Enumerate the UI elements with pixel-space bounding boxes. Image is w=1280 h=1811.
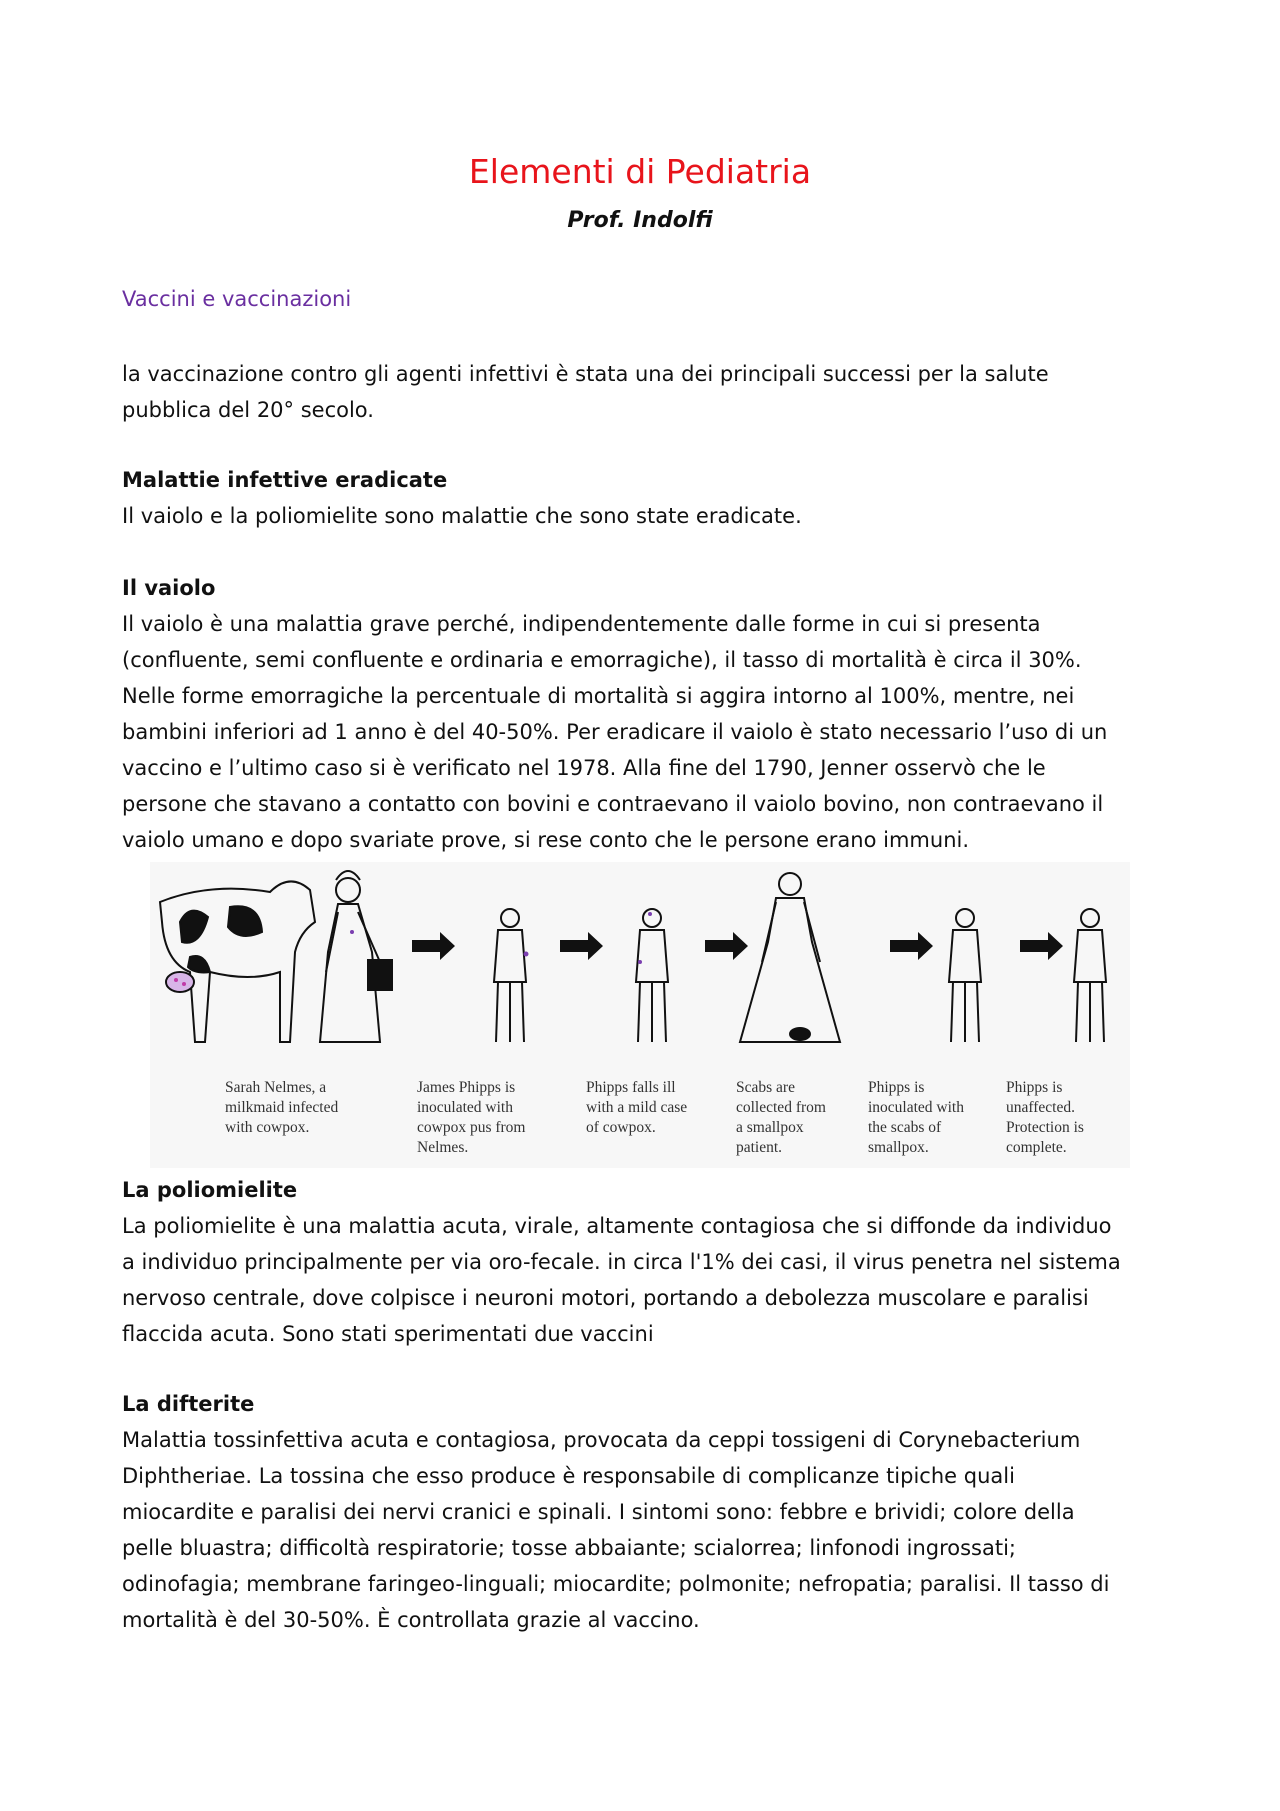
diphtheria-line: odinofagia; membrane faringeo-linguali; miocardite; polmonite; nefropatia; paralisi. Il tasso di: [122, 1572, 1110, 1596]
diphtheria-line: Diphtheriae. La tossina che esso produce è responsabile di complicanze tipiche quali: [122, 1464, 1015, 1488]
intro-line: la vaccinazione contro gli agenti infettivi è stata una dei principali successi per la salute: [122, 362, 1049, 386]
smallpox-line: vaccino e l’ultimo caso si è verificato nel 1978. Alla fine del 1790, Jenner osservò che le: [122, 756, 1046, 780]
boy-figure-2: [636, 909, 668, 1042]
arrow-icons: [412, 932, 1063, 960]
smallpox-line: (confluente, semi confluente e ordinaria e emorragiche), il tasso di mortalità è circa il 30%.: [122, 648, 1082, 672]
smallpox-line: Il vaiolo è una malattia grave perché, indipendentemente dalle forme in cui si presenta: [122, 612, 1041, 636]
smallpox-line: persone che stavano a contatto con bovini e contraevano il vaiolo bovino, non contraevano il: [122, 792, 1104, 816]
polio-heading: La poliomielite: [122, 1178, 298, 1202]
polio-line: flaccida acuta. Sono stati sperimentati due vaccini: [122, 1322, 654, 1346]
polio-line: a individuo principalmente per via oro-fecale. in circa l'1% dei casi, il virus penetra nel sistema: [122, 1250, 1121, 1274]
milkmaid-drawing: [320, 871, 392, 1042]
section-label: Vaccini e vaccinazioni: [122, 287, 352, 311]
diphtheria-paragraph: [122, 1422, 1172, 1638]
diphtheria-heading: La difterite: [122, 1392, 255, 1416]
smallpox-paragraph: [122, 606, 1172, 858]
caption-1: Sarah Nelmes, a milkmaid infected with cowpox.: [225, 1079, 339, 1136]
boy-figure-4: [1074, 909, 1106, 1042]
jenner-vaccination-figure: [150, 862, 1130, 1168]
diphtheria-line: miocardite e paralisi dei nervi cranici e spinali. I sintomi sono: febbre e brividi; colore della: [122, 1500, 1075, 1524]
smallpox-line: Nelle forme emorragiche la percentuale di mortalità si aggira intorno al 100%, mentre, nei: [122, 684, 1075, 708]
caption-4: Scabs are collected from a smallpox patient.: [736, 1079, 826, 1156]
boy-figure-3: [949, 909, 981, 1042]
eradicated-line: Il vaiolo e la poliomielite sono malattie che sono state eradicate.: [122, 504, 802, 528]
caption-5: Phipps is inoculated with the scabs of smallpox.: [868, 1079, 964, 1156]
eradicated-paragraph: [122, 498, 1172, 534]
patient-figure: [740, 873, 840, 1042]
polio-paragraph: [122, 1208, 1172, 1352]
document-author: Prof. Indolfi: [567, 208, 713, 233]
diphtheria-line: mortalità è del 30-50%. È controllata grazie al vaccino.: [122, 1608, 700, 1632]
smallpox-line: bambini inferiori ad 1 anno è del 40-50%. Per eradicare il vaiolo è stato necessario l’uso di un: [122, 720, 1108, 744]
caption-6: Phipps is unaffected. Protection is complete.: [1006, 1079, 1084, 1156]
caption-2: James Phipps is inoculated with cowpox pus from Nelmes.: [417, 1079, 526, 1156]
intro-line: pubblica del 20° secolo.: [122, 398, 374, 422]
smallpox-heading: Il vaiolo: [122, 576, 216, 600]
diphtheria-line: Malattia tossinfettiva acuta e contagiosa, provocata da ceppi tossigeni di Corynebacterium: [122, 1428, 1081, 1452]
cow-drawing: [160, 881, 315, 1042]
intro-paragraph: [122, 356, 1172, 428]
polio-line: nervoso centrale, dove colpisce i neuroni motori, portando a debolezza muscolare e paralisi: [122, 1286, 1089, 1310]
caption-3: Phipps falls ill with a mild case of cowpox.: [586, 1079, 688, 1136]
smallpox-line: vaiolo umano e dopo svariate prove, si rese conto che le persone erano immuni.: [122, 828, 970, 852]
polio-line: La poliomielite è una malattia acuta, virale, altamente contagiosa che si diffonde da individuo: [122, 1214, 1112, 1238]
diphtheria-line: pelle bluastra; difficoltà respiratorie; tosse abbaiante; scialorrea; linfonodi ingrossati;: [122, 1536, 1017, 1560]
boy-figure-1: [494, 909, 529, 1042]
document-title: Elementi di Pediatria: [468, 152, 812, 191]
eradicated-heading: Malattie infettive eradicate: [122, 468, 448, 492]
